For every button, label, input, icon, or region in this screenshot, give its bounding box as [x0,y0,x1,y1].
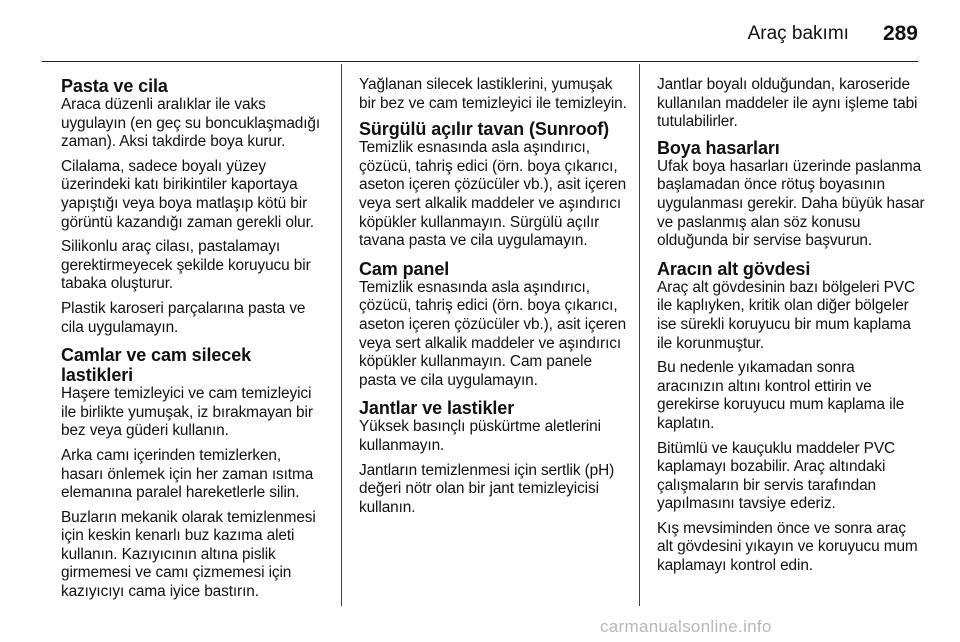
paragraph: Haşere temizleyici ve cam temizleyici ile birlikte yumuşak, iz bırakmayan bir bez veya güderi kullanın. [61,385,313,440]
paragraph: Arka camı içerinden temizlerken, hasarı önlemek için her zaman ısıtma elemanına paralel hareketlerle silin. [61,446,314,502]
section-heading: Boya hasarları [657,137,780,158]
page-number: 289 [882,22,918,45]
section-pasta-cila [61,76,327,337]
paragraph: Yüksek basınçlı püskürtme aletlerini kullanmayın. [359,418,601,454]
paragraph: Silikonlu araç cilası, pastalamayı gerektirmeyecek şekilde koruyucu bir tabaka oluşturur. [61,238,311,293]
section-boya-hasarlari [657,138,925,251]
section-heading: Camlar ve cam silecek lastikleri [61,345,252,386]
paragraph: Araca düzenli aralıklar ile vaks uygulayın (en geç su boncuklaşmadığı zaman). Aksi takdirde boya kurur. [61,96,321,151]
section-heading: Cam panel [359,258,450,279]
section-jantlar [359,398,627,517]
section-heading: Jantlar ve lastikler [359,398,515,419]
paragraph: Temizlik esnasında asla aşındırıcı, çözücü, tahriş edici (örn. boya çıkarıcı, aseton içeren çözücüler vb.), asit içeren veya sert alkalik maddeler ve aşındırıcı köpükler kullanmayın. Cam panele pasta ve cila uygulamayın. [359,278,627,389]
paragraph: Araç alt gövdesinin bazı bölgeleri PVC ile kaplıyken, kritik olan diğer bölgeler ise sürekli koruyucu bir mum kaplama ile korunmuştur. [657,278,915,352]
paragraph: Bitümlü ve kauçuklu maddeler PVC kaplamayı bozabilir. Araç altındaki çalışmaların bir servis tarafından yapılmasını tavsiye ederiz. [657,439,896,513]
column-left [61,76,327,610]
paragraph: Plastik karoseri parçalarına pasta ve cila uygulamayın. [61,299,306,336]
section-heading: Aracın alt gövdesi [657,258,811,279]
paragraph: Kış mevsiminden önce ve sonra araç alt gövdesini yıkayın ve koruyucu mum kaplamayı kontrol edin. [657,519,918,575]
section-cam-panel [359,259,627,391]
paragraph: Jantların temizlenmesi için sertlik (pH) değeri nötr olan bir jant temizleyicisi kullanın. [359,461,615,516]
header-divider [42,61,918,62]
paragraph: Jantlar boyalı olduğundan, karoseride kullanılan maddeler ile aynı işleme tabi tutulabilirler. [657,76,918,131]
paragraph: Buzların mekanik olarak temizlenmesi için keskin kenarlı buz kazıma aleti kullanın. Kazıyıcının altına pislik girmemesi ve camı çizmemesi için kazıyıcıyı cama iyice bastırın. [61,508,316,601]
paragraph: Yağlanan silecek lastiklerini, yumuşak bir bez ve cam temizleyici ile temizleyin. [359,76,627,112]
section-camlar [61,345,327,602]
column-divider [639,64,640,606]
page-header [748,14,918,54]
section-heading: Sürgülü açılır tavan (Sunroof) [359,119,610,140]
paragraph: Cilalama, sadece boyalı yüzey üzerindeki katı birikintiler kaportaya yapıştığı veya boya matlaşıp kötü bir görüntü kazandığı zaman gerekli olur. [61,157,314,231]
page-title: Araç bakımı [747,23,849,44]
paragraph: Ufak boya hasarları üzerinde paslanma başlamadan önce rötuş boyasının uygulanması gerekir. Daha büyük hasar ve paslanmış alan söz konusu olduğunda bir servise başvurun. [657,157,925,250]
column-right [657,76,925,584]
column-divider [341,64,342,606]
section-alt-govde [657,259,925,576]
section-heading: Pasta ve cila [61,76,168,96]
paragraph: Bu nedenle yıkamadan sonra aracınızın altını kontrol ettirin ve gerekirse koruyucu mum kaplama ile kaplatın. [657,359,905,432]
watermark: carmanualsonline.info [600,617,772,636]
section-sunroof [359,119,627,251]
paragraph: Temizlik esnasında asla aşındırıcı, çözücü, tahriş edici (örn. boya çıkarıcı, aseton içeren çözücüler vb.), asit içeren veya sert alkalik maddeler ve aşındırıcı köpükler kullanmayın. Sürgülü açılır tavana pasta ve cila uygulamayın. [359,139,627,250]
column-middle [359,76,627,525]
